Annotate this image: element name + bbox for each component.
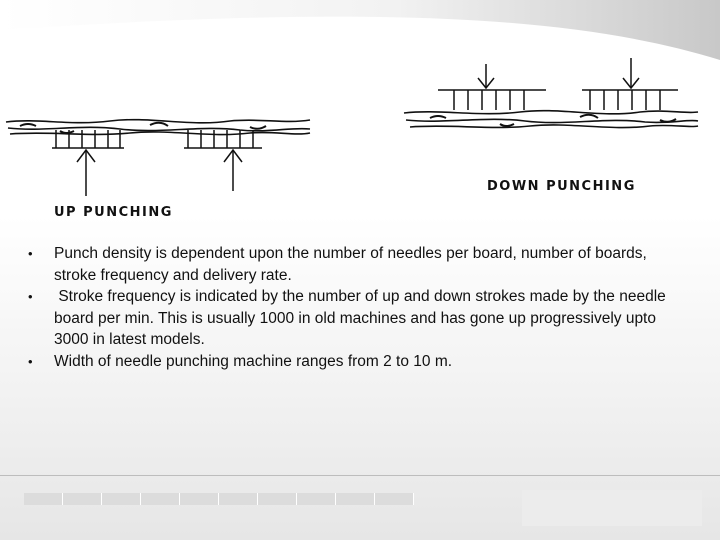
bullet-item: [26, 243, 676, 286]
up-needle-board-2: [184, 130, 262, 191]
down-punching-caption: DOWN PUNCHING: [487, 179, 636, 194]
needle-punching-diagram: [0, 0, 720, 230]
footer-bar-segment: [258, 493, 297, 505]
footer-divider: [0, 475, 720, 476]
footer-bar-segment: [297, 493, 336, 505]
footer-bar-segment: [180, 493, 219, 505]
footer-bar-segment: [219, 493, 258, 505]
bullet-dot: •: [28, 246, 33, 261]
footer-bar-segment: [141, 493, 180, 505]
up-punching-caption: UP PUNCHING: [54, 205, 173, 220]
down-punching-web: [404, 111, 698, 128]
down-needle-board-2: [582, 58, 678, 110]
down-needle-board-1: [438, 64, 546, 110]
bullet-text: Punch density is dependent upon the number of needles per board, number of boards, stroke frequency and delivery rate.: [54, 245, 647, 284]
footer-bar-segment: [336, 493, 375, 505]
bullet-list: [26, 243, 676, 372]
footer-bar-segment: [102, 493, 141, 505]
footer-bar-segment: [375, 493, 414, 505]
footer-bar-segment: [24, 493, 63, 505]
bullet-item: [26, 286, 676, 351]
up-punching-web: [6, 120, 310, 135]
bullet-dot: •: [28, 353, 33, 369]
bullet-text: Stroke frequency is indicated by the number of up and down strokes made by the needle board per min. This is usually 1000 in old machines and has gone up progressively upto 3000 in latest models.: [54, 288, 671, 348]
up-needle-board-1: [52, 130, 124, 196]
footer-decorative-bar: [24, 493, 414, 505]
bullet-dot: •: [28, 289, 33, 304]
bullet-item: [26, 351, 676, 373]
bullet-text: Width of needle punching machine ranges from 2 to 10 m.: [54, 352, 453, 370]
footer-box: [522, 490, 702, 526]
footer-bar-segment: [63, 493, 102, 505]
